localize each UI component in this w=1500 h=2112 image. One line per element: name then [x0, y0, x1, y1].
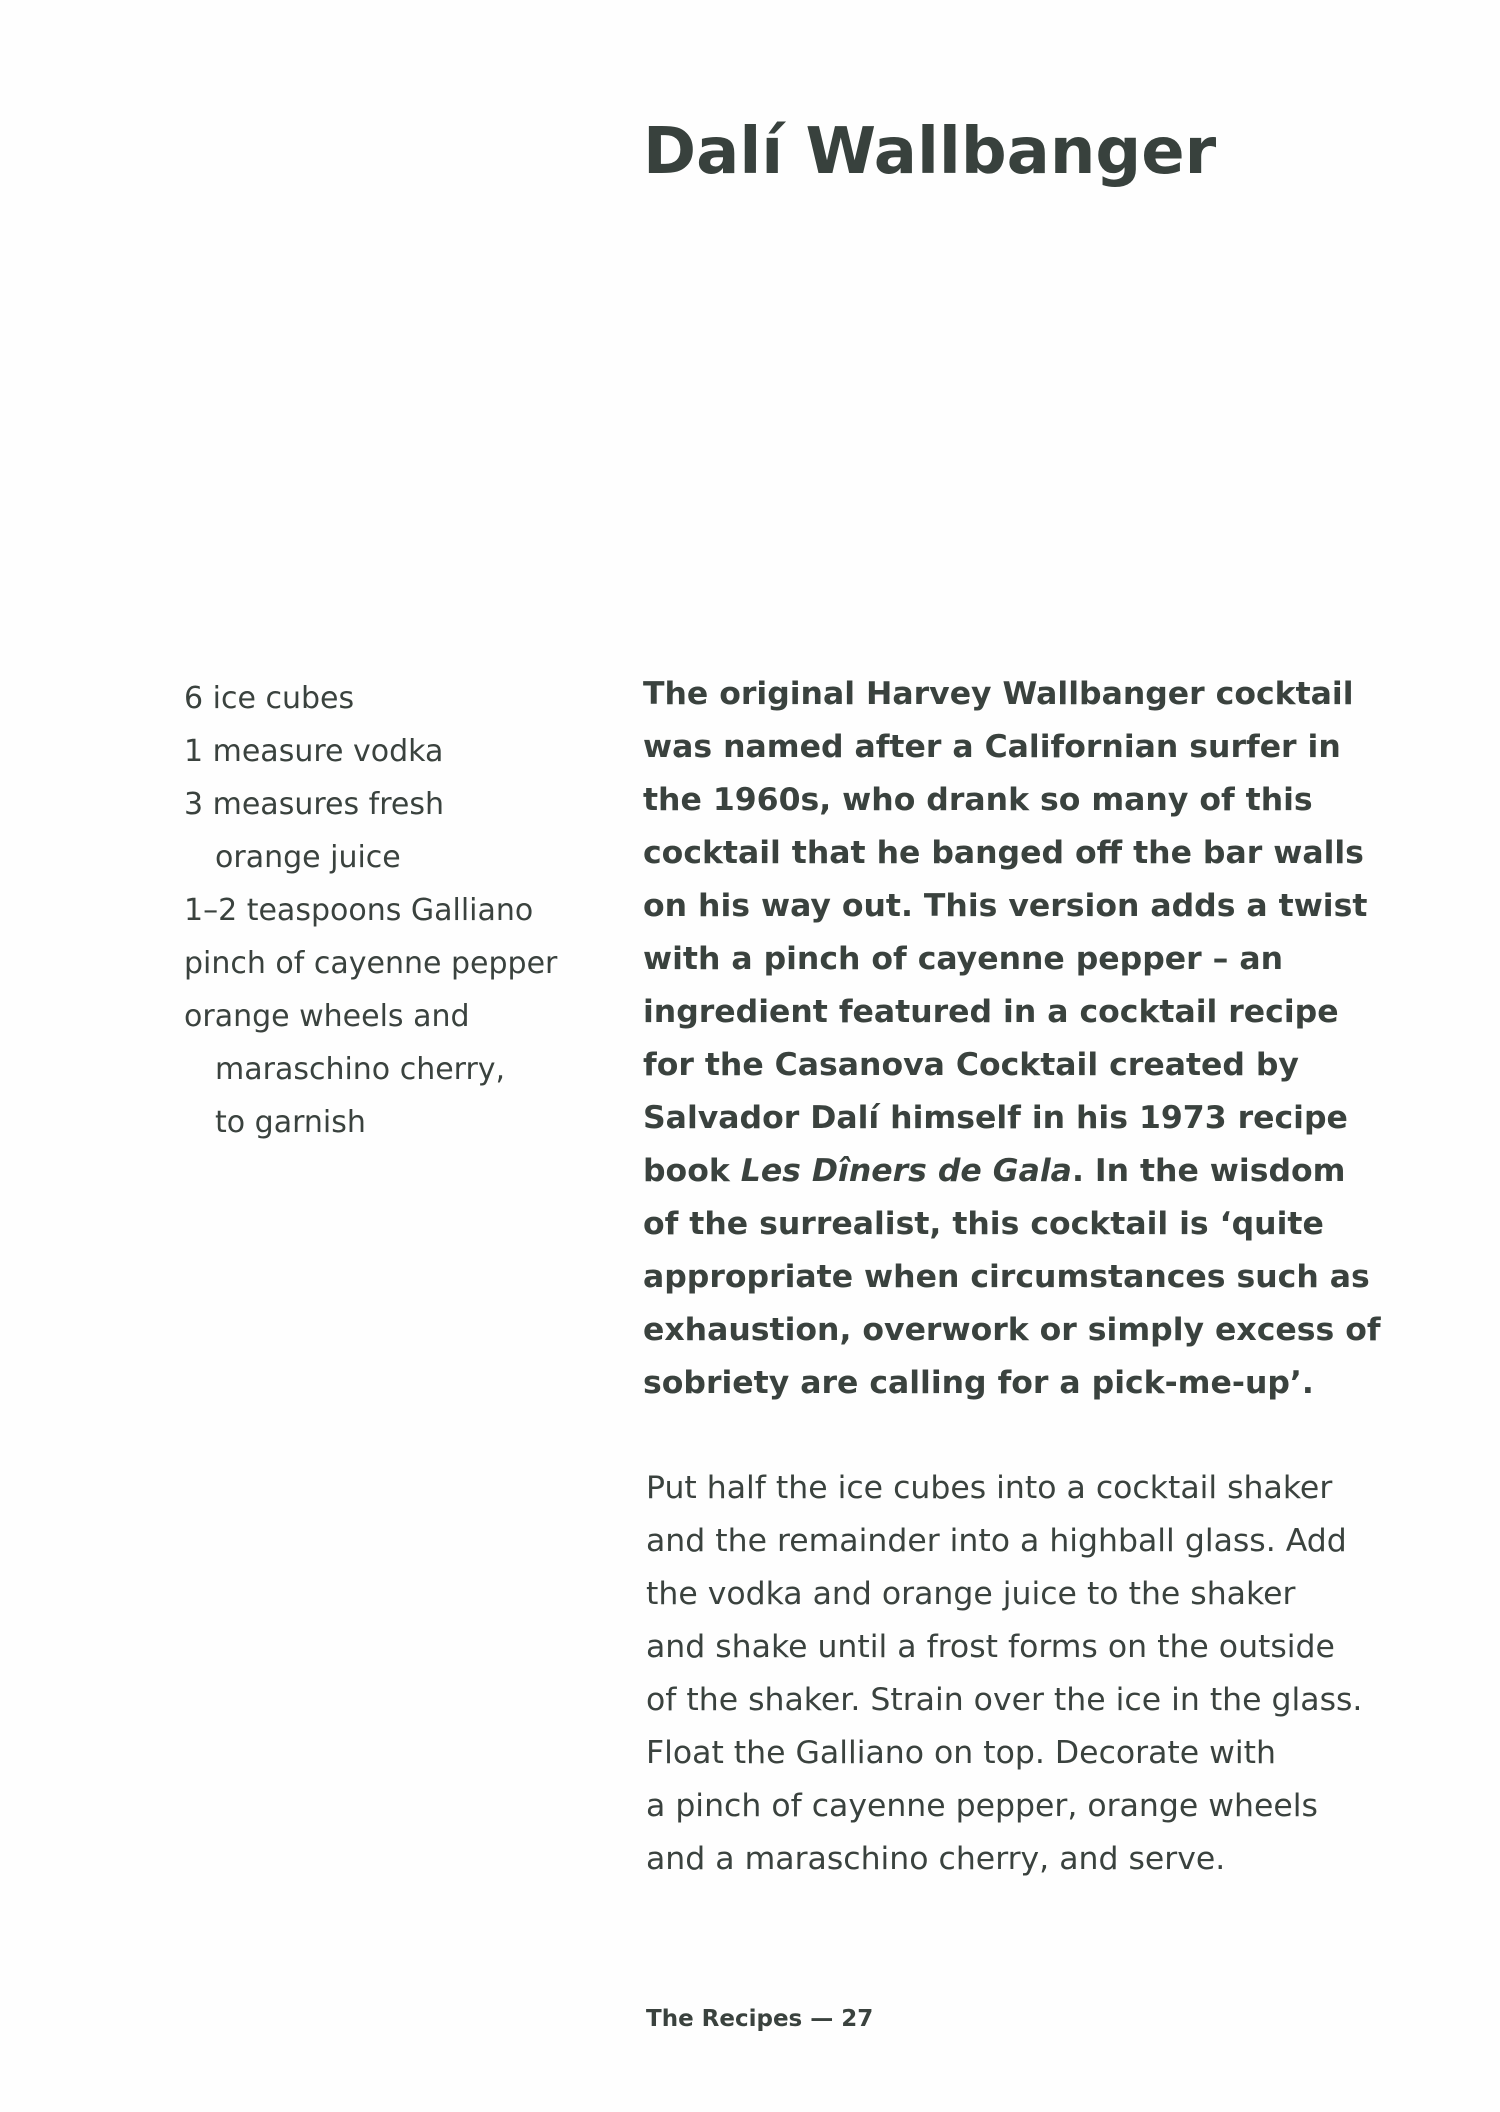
intro-line: sobriety are calling for a pick-me-up’. [643, 1365, 1314, 1401]
ingredient-item: orange wheels and [184, 999, 470, 1034]
ingredient-item: 1–2 teaspoons Galliano [184, 893, 534, 928]
page-footer [646, 2004, 873, 2034]
intro-line: Salvador Dalí himself in his 1973 recipe [643, 1100, 1348, 1136]
ingredient-item: to garnish [215, 1105, 366, 1140]
method-paragraph [646, 1462, 1386, 1886]
intro-text: book [643, 1153, 741, 1189]
method-line: Put half the ice cubes into a cocktail shaker [646, 1470, 1333, 1506]
page-number: 27 [841, 2006, 874, 2032]
intro-line: on his way out. This version adds a twist [643, 888, 1368, 924]
ingredient-item: pinch of cayenne pepper [184, 946, 558, 981]
intro-line: for the Casanova Cocktail created by [643, 1047, 1299, 1083]
method-line: and a maraschino cherry, and serve. [646, 1841, 1226, 1877]
intro-line: cocktail that he banged off the bar walls [643, 835, 1364, 871]
ingredient-item: 6 ice cubes [184, 681, 355, 716]
intro-line: was named after a Californian surfer in [643, 729, 1341, 765]
footer-separator: — [810, 2006, 834, 2032]
method-line: of the shaker. Strain over the ice in the glass. [646, 1682, 1363, 1718]
intro-line: the 1960s, who drank so many of this [643, 782, 1313, 818]
ingredient-item: 1 measure vodka [184, 734, 444, 769]
method-line: the vodka and orange juice to the shaker [646, 1576, 1296, 1612]
intro-text: . In the wisdom [1071, 1153, 1346, 1189]
method-line: and the remainder into a highball glass. Add [646, 1523, 1347, 1559]
page-title: Dalí Wallbanger [643, 115, 1217, 189]
intro-paragraph [643, 668, 1383, 1410]
ingredient-item: 3 measures fresh [184, 787, 444, 822]
ingredient-item: maraschino cherry, [215, 1052, 506, 1087]
intro-line [643, 1145, 1383, 1198]
method-line: and shake until a frost forms on the outside [646, 1629, 1335, 1665]
intro-line: The original Harvey Wallbanger cocktail [643, 676, 1354, 712]
intro-line: of the surrealist, this cocktail is ‘quite [643, 1206, 1324, 1242]
intro-line: ingredient featured in a cocktail recipe [643, 994, 1339, 1030]
method-line: a pinch of cayenne pepper, orange wheels [646, 1788, 1318, 1824]
intro-line: exhaustion, overwork or simply excess of [643, 1312, 1381, 1348]
ingredients-list [184, 672, 604, 1149]
intro-line: appropriate when circumstances such as [643, 1259, 1370, 1295]
method-line: Float the Galliano on top. Decorate with [646, 1735, 1276, 1771]
book-title: Les Dîners de Gala [740, 1153, 1072, 1189]
ingredient-item: orange juice [215, 840, 401, 875]
intro-line: with a pinch of cayenne pepper – an [643, 941, 1284, 977]
footer-section: The Recipes [646, 2006, 803, 2032]
